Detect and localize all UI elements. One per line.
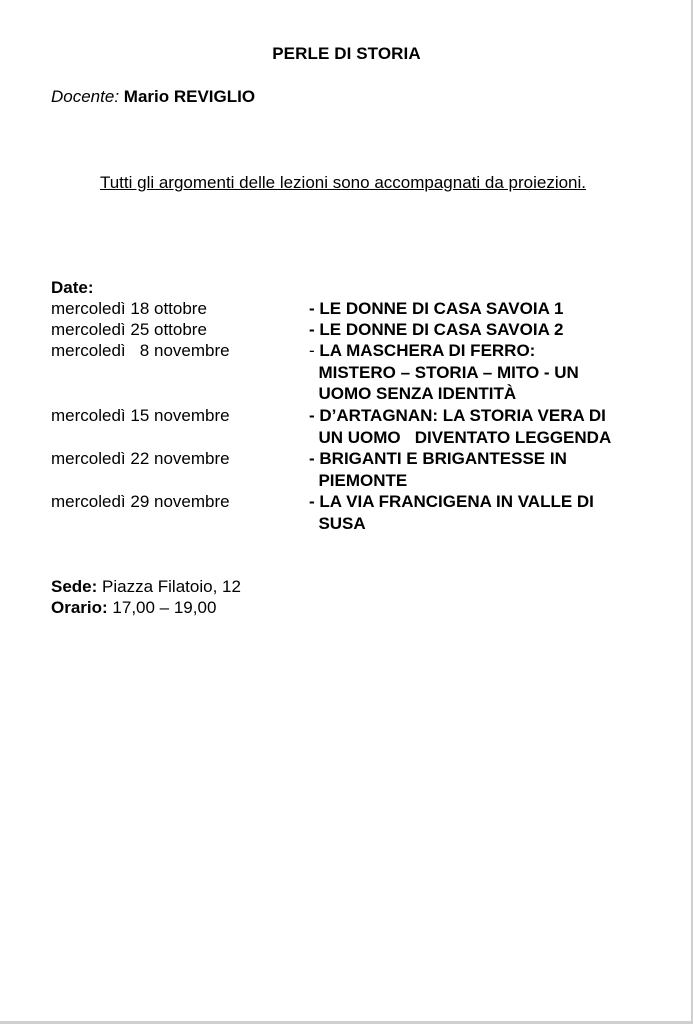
docente-label: Docente:: [51, 87, 120, 106]
dates-heading: Date:: [51, 278, 94, 297]
lesson-topic: - D’ARTAGNAN: LA STORIA VERA DI UN UOMO DIVENTATO LEGGENDA: [309, 406, 612, 447]
lesson-date: mercoledì 8 novembre: [51, 341, 230, 360]
sede-value: Piazza Filatoio, 12: [97, 577, 241, 596]
lesson-topic: - LA VIA FRANCIGENA IN VALLE DI SUSA: [309, 492, 594, 533]
orario-value: 17,00 – 19,00: [107, 598, 217, 617]
lesson-topic-prefix: -: [309, 341, 320, 360]
sede-label: Sede:: [51, 577, 98, 596]
lesson-date: mercoledì 22 novembre: [51, 449, 230, 468]
lesson-topic: - LE DONNE DI CASA SAVOIA 2: [309, 320, 564, 339]
lesson-date: mercoledì 29 novembre: [51, 492, 230, 511]
lesson-topic: - LE DONNE DI CASA SAVOIA 1: [309, 299, 564, 318]
orario-line: [51, 598, 216, 618]
orario-label: Orario:: [51, 598, 108, 617]
docente-line: [51, 87, 255, 107]
lesson-topic: - BRIGANTI E BRIGANTESSE IN PIEMONTE: [309, 449, 567, 490]
lesson-date: mercoledì 15 novembre: [51, 406, 230, 425]
lesson-date: mercoledì 18 ottobre: [51, 299, 207, 318]
sede-line: [51, 577, 241, 597]
projection-note: Tutti gli argomenti delle lezioni sono accompagnati da proiezioni.: [99, 173, 587, 192]
docente-name: Mario REVIGLIO: [123, 87, 256, 106]
lesson-topic-text: LA MASCHERA DI FERRO: MISTERO – STORIA – MITO - UN UOMO SENZA IDENTITÀ: [318, 341, 579, 403]
page-title: PERLE DI STORIA: [272, 44, 421, 63]
lesson-topic: [309, 340, 649, 405]
lesson-date: mercoledì 25 ottobre: [51, 320, 207, 339]
